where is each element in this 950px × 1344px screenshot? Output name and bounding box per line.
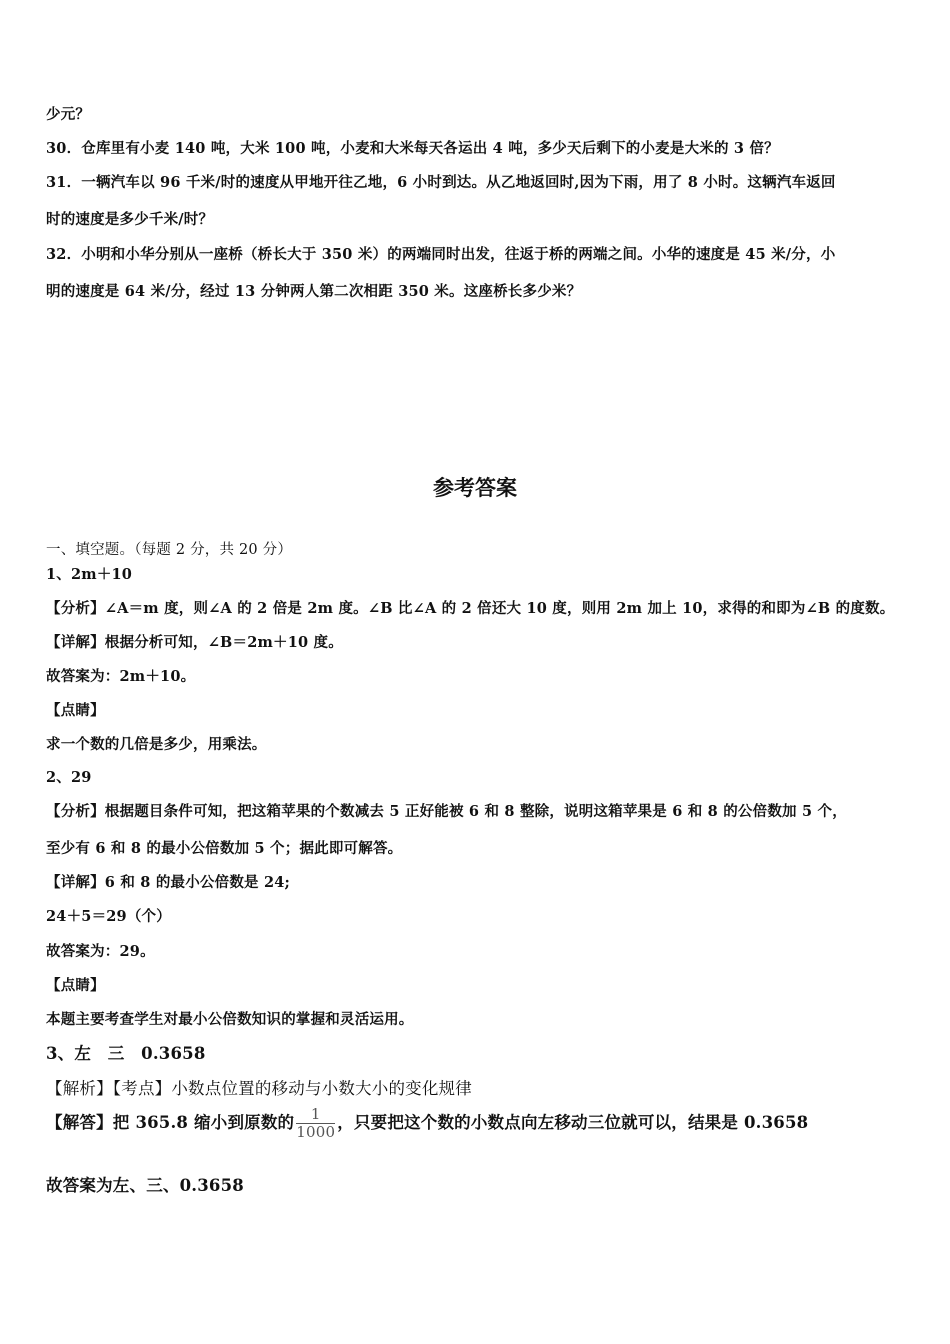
question-32-line2: 明的速度是 64 米/分，经过 13 分钟两人第二次相距 350 米。这座桥长多少米？ xyxy=(46,283,582,300)
answer-2-tip-label: 【点睛】 xyxy=(46,977,105,994)
question-32-line1: 32．小明和小华分别从一座桥（桥长大于 350 米）的两端同时出发，往返于桥的两端之间。小华的速度是 45 米/分，小 xyxy=(46,246,836,263)
answer-2-analysis-line2: 至少有 6 和 8 的最小公倍数加 5 个；据此即可解答。 xyxy=(46,840,403,857)
answer-2-detail: 【详解】6 和 8 的最小公倍数是 24; xyxy=(46,874,291,891)
section-heading: 一、填空题。（每题 2 分，共 20 分） xyxy=(46,542,293,558)
answer-3-solve xyxy=(46,1106,808,1141)
answer-3-analysis: 【解析】【考点】小数点位置的移动与小数大小的变化规律 xyxy=(46,1079,472,1098)
answer-3-result: 故答案为左、三、0.3658 xyxy=(46,1176,244,1195)
answer-2-analysis-line1: 【分析】根据题目条件可知，把这箱苹果的个数减去 5 正好能被 6 和 8 整除，说明这箱苹果是 6 和 8 的公倍数加 5 个， xyxy=(46,803,847,820)
answer-2-tip: 本题主要考查学生对最小公倍数知识的掌握和灵活运用。 xyxy=(46,1011,414,1028)
answer-2-calc: 24＋5＝29（个） xyxy=(46,908,171,925)
fraction-one-thousandth xyxy=(296,1106,335,1141)
answer-3-head: 3、左 三 0.3658 xyxy=(46,1044,206,1063)
answer-1-tip-label: 【点睛】 xyxy=(46,702,105,719)
answer-1-analysis: 【分析】∠A＝m 度，则∠A 的 2 倍是 2m 度。∠B 比∠A 的 2 倍还大 10 度，则用 2m 加上 10，求得的和即为∠B 的度数。 xyxy=(46,600,895,617)
answer-1-result: 故答案为：2m＋10。 xyxy=(46,668,196,685)
fraction-numerator: 1 xyxy=(296,1106,335,1124)
answer-1-head: 1、2m＋10 xyxy=(46,566,133,583)
fraction-denominator: 1000 xyxy=(296,1123,336,1141)
question-31-line1: 31．一辆汽车以 96 千米/时的速度从甲地开往乙地，6 小时到达。从乙地返回时,因为下雨，用了 8 小时。这辆汽车返回 xyxy=(46,174,836,191)
answer-3-solve-pre: 【解答】把 365.8 缩小到原数的 xyxy=(46,1113,295,1132)
answer-1-detail: 【详解】根据分析可知，∠B＝2m＋10 度。 xyxy=(46,634,343,651)
question-30: 30．仓库里有小麦 140 吨，大米 100 吨，小麦和大米每天各运出 4 吨，多少天后剩下的小麦是大米的 3 倍？ xyxy=(46,140,779,157)
answer-1-tip: 求一个数的几倍是多少，用乘法。 xyxy=(46,736,267,753)
answers-title: 参考答案 xyxy=(433,475,517,500)
answer-2-head: 2、29 xyxy=(46,769,92,786)
question-31-line2: 时的速度是多少千米/时？ xyxy=(46,211,214,228)
answer-3-solve-post: ，只要把这个数的小数点向左移动三位就可以，结果是 0.3658 xyxy=(337,1113,809,1132)
question-29-tail: 少元？ xyxy=(46,106,91,123)
answer-2-result: 故答案为：29。 xyxy=(46,943,155,960)
